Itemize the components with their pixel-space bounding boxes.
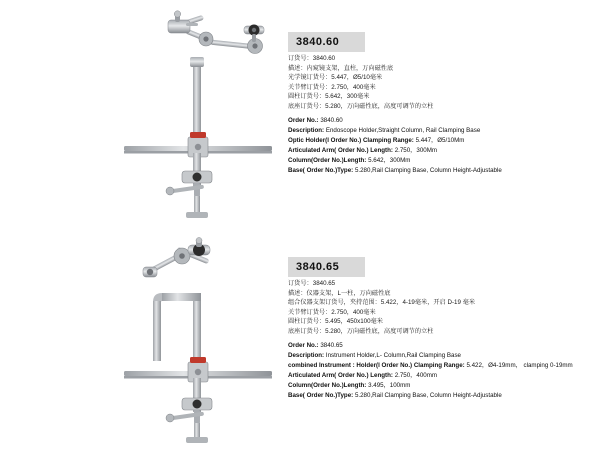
english-spec-block xyxy=(288,341,588,401)
en-label: Description: xyxy=(288,127,325,134)
en-label: Base( Order No.)Type: xyxy=(288,392,354,399)
instrument-holder-drawing xyxy=(110,225,280,450)
lower-clamp xyxy=(166,398,212,424)
cn-line: 订货号：3840.65 xyxy=(288,280,336,287)
en-line xyxy=(288,371,588,381)
product-code-badge: 3840.60 xyxy=(288,32,365,52)
en-value: Endoscope Holder,Straight Column, Rail Clamping Base xyxy=(325,127,481,134)
en-line xyxy=(288,156,588,166)
cn-line: 订货号：3840.60 xyxy=(288,55,336,62)
en-value: 3840.65 xyxy=(320,342,343,349)
product-info xyxy=(288,0,588,225)
en-value: 5.280,Rail Clamping Base, Column Height-Adjustable xyxy=(354,392,502,399)
cn-line: 关节臂订货号：2.750，400毫米 xyxy=(288,83,376,91)
cn-line: 关节臂订货号：2.750，400毫米 xyxy=(288,308,376,316)
cn-line: 底座订货号：5.280，万向磁性底，高度可调节的立柱 xyxy=(288,102,434,110)
product-figure-endoscope-holder xyxy=(110,0,280,225)
cn-line: 圆柱订货号：5.495，450x100毫米 xyxy=(288,318,383,326)
product-entry xyxy=(0,225,600,450)
en-line xyxy=(288,126,588,136)
product-info xyxy=(288,225,588,450)
en-line xyxy=(288,136,588,146)
en-label: combined Instrument : Holder(l Order No.) Clamping Range: xyxy=(288,362,465,369)
en-value: 3840.60 xyxy=(320,117,343,124)
en-line xyxy=(288,381,588,391)
en-label: Articulated Arm( Order No.) Length: xyxy=(288,372,393,379)
en-label: Column(Order No.)Length: xyxy=(288,157,367,164)
endoscope-holder-drawing xyxy=(110,0,280,225)
en-line xyxy=(288,351,588,361)
cn-line: 光学镜订货号：5.447，Ø5/10毫米 xyxy=(288,74,383,82)
cn-line: 组合仪器支架订货号，夹持范围：5.422，4-19毫米，开启 D-19 毫米 xyxy=(288,299,476,307)
en-line xyxy=(288,361,588,371)
en-label: Description: xyxy=(288,352,325,359)
en-label: Optic Holder(l Order No.) Clamping Range: xyxy=(288,137,414,144)
en-label: Column(Order No.)Length: xyxy=(288,382,367,389)
product-code-badge: 3840.65 xyxy=(288,257,365,277)
en-label: Order No.: xyxy=(288,117,319,124)
english-spec-block xyxy=(288,116,588,176)
en-label: Articulated Arm( Order No.) Length: xyxy=(288,147,393,154)
en-value: 5.422，Ø4-19mm， clamping 0-19mm xyxy=(466,362,573,369)
en-value: 2.750，300Mm xyxy=(394,147,438,154)
en-value: Instrument Holder,L- Column,Rail Clamping Base xyxy=(325,352,461,359)
chinese-spec-block xyxy=(288,54,588,112)
en-value: 5.447，Ø5/10Mm xyxy=(415,137,465,144)
en-value: 3.495，100mm xyxy=(368,382,411,389)
en-value: 5.280,Rail Clamping Base, Column Height-Adjustable xyxy=(354,167,502,174)
en-value: 5.642，300Mm xyxy=(368,157,411,164)
en-label: Order No.: xyxy=(288,342,319,349)
en-line xyxy=(288,166,588,176)
cn-line: 描述：仪器支架，L一柱，万向磁性底 xyxy=(288,289,391,297)
cn-line: 底座订货号：5.280，万向磁性底，高度可调节的立柱 xyxy=(288,327,434,335)
lower-clamp xyxy=(166,171,212,197)
product-figure-instrument-holder xyxy=(110,225,280,450)
en-line xyxy=(288,391,588,401)
cn-line: 描述：内窥镜支架，直柱，万向磁性底 xyxy=(288,64,394,72)
en-line xyxy=(288,116,588,126)
cn-line: 圆柱订货号：5.642，300毫米 xyxy=(288,93,370,101)
en-line xyxy=(288,341,588,351)
chinese-spec-block xyxy=(288,279,588,337)
en-label: Base( Order No.)Type: xyxy=(288,167,354,174)
en-line xyxy=(288,146,588,156)
en-value: 2.750，400mm xyxy=(394,372,438,379)
